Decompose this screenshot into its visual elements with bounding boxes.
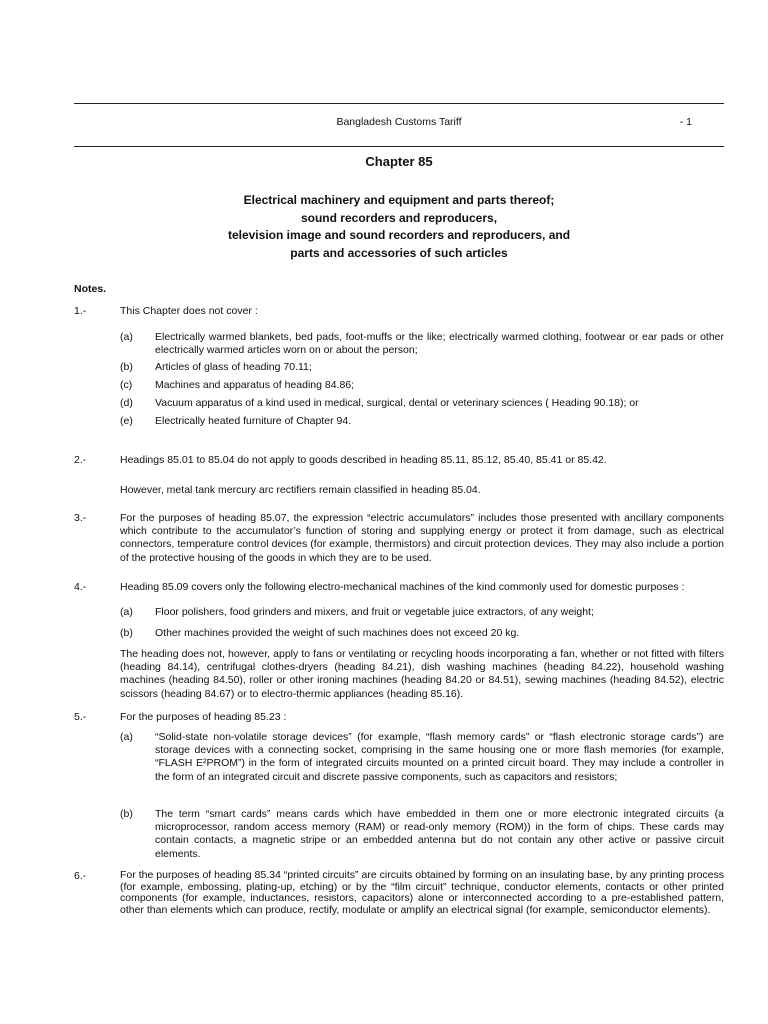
item-label: (c) [120,379,133,391]
subtitle-line: sound recorders and reproducers, [300,210,498,225]
item-label: (e) [120,415,133,427]
note-text: For the purposes of heading 85.07, the expression “electric accumulators” includes those presented with ancillary components which contribute to the accumulator’s function of storing and supplying energy or protect it from damage, such as electrical connectors, temperature control devices (for example, thermistors) and circuit protection devices. They may also include a portion of the protective housing of the goods in which they are to be used. [120,512,724,564]
item-label: (b) [120,627,133,639]
note-text: Headings 85.01 to 85.04 do not apply to goods described in heading 85.11, 85.12, 85.40, 85.41 or 85.42. [120,454,607,466]
item-label: (a) [120,331,133,343]
note-number: 4.- [74,581,87,593]
chapter-title: Chapter 85 [365,154,433,169]
chapter-subtitle [74,192,724,262]
item-text: “Solid-state non-volatile storage devices” (for example, “flash memory cards” or “flash electronic storage cards”) are storage devices with a connecting socket, comprising in the same housing one or more flash memories (for example, “FLASH E²PROM”) in the form of integrated circuits mounted on a printed circuit board. They may include a controller in the form of an integrated circuit and discrete passive components, such as capacitors and resistors; [155,731,724,783]
item-text: Articles of glass of heading 70.11; [155,361,312,373]
note-text: The heading does not, however, apply to fans or ventilating or recycling hoods incorporating a fan, whether or not fitted with filters (heading 84.14), centrifugal clothes-dryers (heading 84.21), dish washing machines (heading 84.22), household washing machines (heading 84.50), roller or other ironing machines (heading 84.20 or 84.51), sewing machines (heading 84.52), electric scissors (heading 84.67) or to electro-thermic appliances (heading 85.16). [120,648,724,700]
item-label: (d) [120,397,133,409]
header-bottom-rule [74,146,724,147]
item-text: Electrically heated furniture of Chapter 94. [155,415,352,427]
note-number: 2.- [74,454,87,466]
note-text: However, metal tank mercury arc rectifiers remain classified in heading 85.04. [120,484,481,496]
header-title: Bangladesh Customs Tariff [336,116,462,128]
item-label: (b) [120,361,133,373]
item-text: Machines and apparatus of heading 84.86; [155,379,355,391]
item-text: Other machines provided the weight of such machines does not exceed 20 kg. [155,627,520,639]
note-number: 5.- [74,711,87,723]
note-number: 3.- [74,512,87,524]
note-number: 6.- [74,870,87,882]
item-text: The term “smart cards” means cards which have embedded in them one or more electronic integrated circuits (a microprocessor, random access memory (RAM) or read-only memory (ROM)) in the form of chips. These cards may contain contacts, a magnetic stripe or an embedded antenna but do not contain any other active or passive circuit elements. [155,808,724,860]
item-text: Vacuum apparatus of a kind used in medical, surgical, dental or veterinary sciences ( Heading 90.18); or [155,397,639,409]
note-text: For the purposes of heading 85.34 “printed circuits” are circuits obtained by forming on an insulating base, by any printing process (for example, embossing, plating-up, etching) or by the “film circuit” technique, conductor elements, contacts or other printed components (for example, inductances, resistors, capacitors) alone or interconnected according to a pre-established pattern, other than elements which can produce, rectify, modulate or amplify an electrical signal (for example, semiconductor elements). [120,869,724,916]
subtitle-line: television image and sound recorders and reproducers, and [227,228,571,242]
item-text: Floor polishers, food grinders and mixers, and fruit or vegetable juice extractors, of any weight; [155,606,594,618]
notes-heading: Notes. [74,283,107,295]
header-page-number: - 1 [679,116,692,128]
note-text: Heading 85.09 covers only the following electro-mechanical machines of the kind commonly used for domestic purposes : [120,581,685,593]
note-number: 1.- [74,305,87,317]
item-text: Electrically warmed blankets, bed pads, foot-muffs or the like; electrically warmed clothing, footwear or ear pads or other electrically warmed articles worn on or about the person; [155,331,724,357]
item-label: (a) [120,731,133,743]
subtitle-line: parts and accessories of such articles [290,245,508,260]
note-text: This Chapter does not cover : [120,305,258,317]
item-label: (a) [120,606,133,618]
note-text: For the purposes of heading 85.23 : [120,711,287,723]
header-top-rule [74,103,724,104]
item-label: (b) [120,808,133,820]
subtitle-line: Electrical machinery and equipment and parts thereof; [243,193,555,207]
